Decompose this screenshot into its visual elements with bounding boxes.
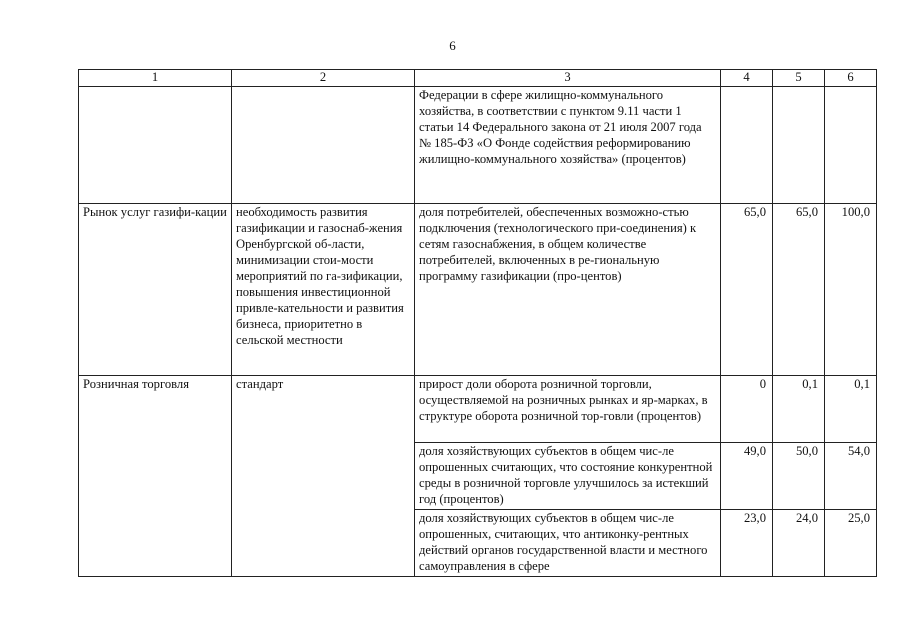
cell-value-col4: 0 [721, 376, 773, 443]
table-row-gas [79, 204, 877, 376]
cell-value-empty [773, 87, 825, 204]
cell-indicator-retail-1: прирост доли оборота розничной торговли, осуществляемой на розничных рынках и яр-марках, в структуре оборота розничной тор-говли (процентов) [415, 376, 721, 443]
cell-value-empty [825, 87, 877, 204]
cell-value-col5: 24,0 [773, 510, 825, 577]
cell-indicator-continuation: Федерации в сфере жилищно-коммунального хозяйства, в соответствии с пунктом 9.11 части 1 статьи 14 Федерального закона от 21 июля 2007 года № 185-ФЗ «О Фонде содействия реформированию жилищно-коммунального хозяйства» (процентов) [415, 87, 721, 204]
column-header-1: 1 [79, 70, 232, 87]
cell-value-col5: 50,0 [773, 443, 825, 510]
cell-value-col6: 0,1 [825, 376, 877, 443]
cell-market-gas: Рынок услуг газифи-кации [79, 204, 232, 376]
column-header-2: 2 [232, 70, 415, 87]
cell-value-empty [721, 87, 773, 204]
cell-reason-empty [232, 87, 415, 204]
page-number: 6 [449, 38, 456, 53]
cell-reason-gas: необходимость развития газификации и газоснаб-жения Оренбургской об-ласти, минимизации стои-мости мероприятий по га-зификации, повышения инвестиционной привле-кательности и развития бизнеса, приоритетно в сельской местности [232, 204, 415, 376]
cell-value-col5: 65,0 [773, 204, 825, 376]
cell-value-col4: 49,0 [721, 443, 773, 510]
cell-value-col6: 25,0 [825, 510, 877, 577]
cell-indicator-gas: доля потребителей, обеспеченных возможно-стью подключения (технологического при-соединения) к сетям газоснабжения, в общем количестве потребителей, включенных в ре-гиональную программу газификации (про-центов) [415, 204, 721, 376]
column-header-4: 4 [721, 70, 773, 87]
cell-reason-retail: стандарт [232, 376, 415, 577]
cell-value-col4: 65,0 [721, 204, 773, 376]
cell-indicator-retail-2: доля хозяйствующих субъектов в общем чис-ле опрошенных считающих, что состояние конкурентной среды в розничной торговле улучшилось за истекший год (процентов) [415, 443, 721, 510]
cell-value-col5: 0,1 [773, 376, 825, 443]
cell-indicator-retail-3: доля хозяйствующих субъектов в общем чис-ле опрошенных, считающих, что антиконку-рентных действий органов государственной власти и местного самоуправления в сфере [415, 510, 721, 577]
column-header-5: 5 [773, 70, 825, 87]
cell-value-col4: 23,0 [721, 510, 773, 577]
cell-market-empty [79, 87, 232, 204]
table-header-row [79, 70, 877, 87]
column-header-3: 3 [415, 70, 721, 87]
table-row-retail-1 [79, 376, 877, 443]
column-header-6: 6 [825, 70, 877, 87]
table-row-continuation [79, 87, 877, 204]
cell-value-col6: 54,0 [825, 443, 877, 510]
cell-market-retail: Розничная торговля [79, 376, 232, 577]
indicators-table [78, 69, 877, 577]
cell-value-col6: 100,0 [825, 204, 877, 376]
